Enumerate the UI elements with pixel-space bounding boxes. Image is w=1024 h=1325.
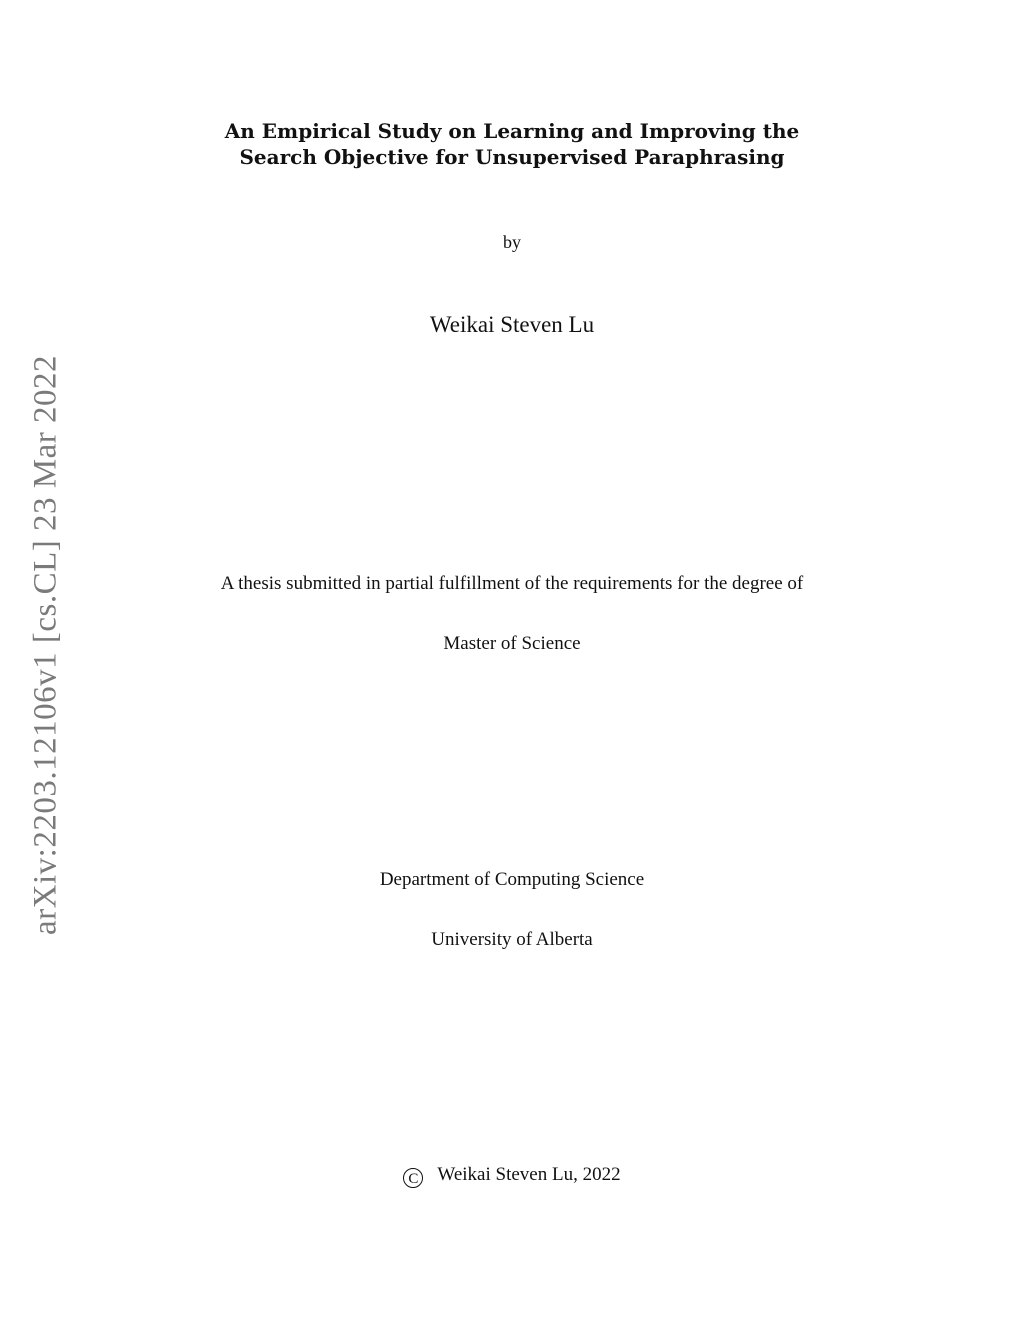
copyright-text: Weikai Steven Lu, 2022 — [437, 1164, 621, 1185]
department-name: Department of Computing Science — [379, 869, 645, 890]
arxiv-identifier-stamp: arXiv:2203.12106v1 [cs.CL] 23 Mar 2022 — [27, 355, 64, 935]
copyright-notice — [0, 1164, 1024, 1188]
thesis-title-line-2: Search Objective for Unsupervised Paraphrasing — [239, 145, 785, 169]
degree-name: Master of Science — [443, 633, 581, 654]
by-label: by — [503, 232, 521, 252]
thesis-title-line-1: An Empirical Study on Learning and Improving the — [224, 119, 800, 143]
university-name: University of Alberta — [431, 929, 593, 950]
thesis-statement: A thesis submitted in partial fulfillment of the requirements for the degree of — [220, 573, 804, 594]
copyright-icon: C — [403, 1168, 423, 1188]
author-name: Weikai Steven Lu — [429, 312, 595, 337]
